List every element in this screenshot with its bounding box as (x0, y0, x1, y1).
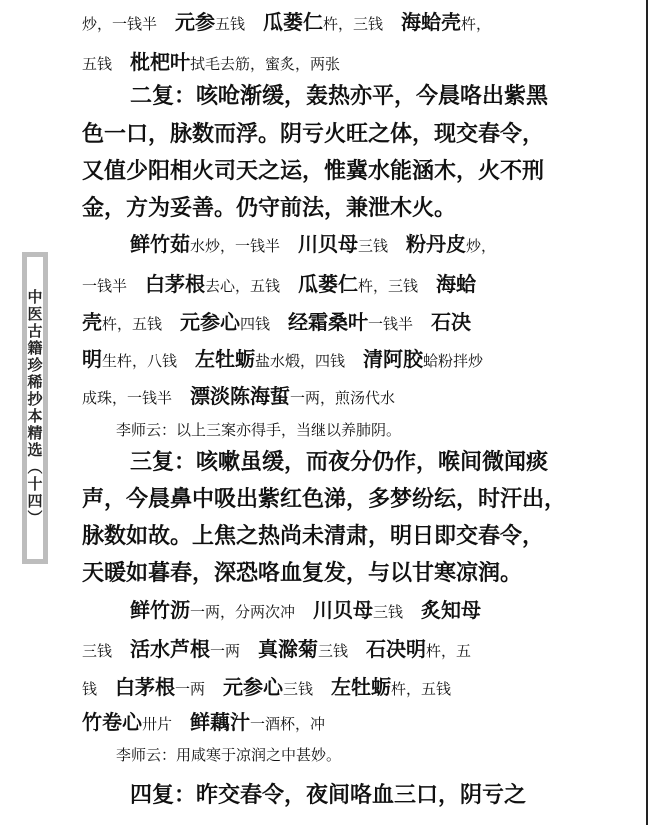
dosage-note: 钱 (82, 680, 98, 698)
case-text: 脉数如故。上焦之热尚未清肃，明日即交春令， (82, 524, 545, 549)
herb-name: 明 (82, 347, 102, 371)
case-text: 又值少阳相火司天之运，惟冀水能涵木，火不刑 (82, 159, 545, 184)
herb-name: 元参心 (180, 310, 241, 334)
dosage-note: 四钱 (240, 315, 271, 333)
commentary-line (116, 747, 341, 763)
book-series-label: 中医古籍珍稀抄本精选（十四） (25, 289, 44, 527)
case-text: 色一口，脉数而浮。阴亏火旺之体，现交春令， (82, 122, 545, 147)
dosage-note: 炒，一钱半 (82, 15, 158, 33)
book-series-tab (22, 252, 48, 564)
dosage-note: 一钱半 (368, 315, 414, 333)
text-line (82, 677, 451, 697)
text-line (82, 563, 522, 585)
dosage-note: 杵，五钱 (102, 315, 163, 333)
dosage-note: 炒， (466, 237, 497, 255)
dosage-note: 五钱 (82, 55, 113, 73)
text-line (82, 386, 395, 406)
dosage-note: 一钱半 (82, 277, 128, 295)
text-line (130, 785, 526, 807)
dosage-note: 三钱 (82, 642, 113, 660)
herb-name: 活水芦根 (130, 637, 211, 661)
herb-name: 白茅根 (145, 272, 206, 296)
dosage-note: 三钱 (373, 603, 404, 621)
dosage-note: 五钱 (215, 15, 246, 33)
text-line (82, 198, 456, 220)
dosage-note: 李师云：以上三案亦得手，当继以养肺阴。 (116, 421, 402, 439)
dosage-note: 三钱 (283, 680, 314, 698)
herb-name: 清阿胶 (363, 347, 424, 371)
case-text: 金，方为妥善。仍守前法，兼泄木火。 (82, 196, 457, 221)
text-line (82, 489, 566, 511)
herb-name: 真滁菊 (258, 637, 319, 661)
case-text: 四复：昨交春令，夜间咯血三口，阴亏之 (130, 783, 527, 808)
herb-name: 枇杷叶 (130, 50, 191, 74)
herb-name: 石决 (431, 310, 472, 334)
herb-name: 海蛤 (436, 272, 477, 296)
dosage-note: 一两 (210, 642, 241, 660)
herb-name: 鲜竹茹 (130, 232, 190, 256)
dosage-note: 李师云：用咸寒于凉润之中甚妙。 (116, 746, 342, 764)
page-edge-line (646, 0, 648, 825)
dosage-note: 去心，五钱 (205, 277, 281, 295)
text-line (82, 161, 544, 183)
dosage-note: 卅片 (142, 715, 173, 733)
herb-name: 竹卷心 (82, 710, 142, 734)
herb-name: 左牡蛎 (331, 675, 392, 699)
text-line (82, 312, 471, 332)
case-text: 天暖如暮春，深恐咯血复发，与以甘寒凉润。 (82, 561, 523, 586)
commentary-line (116, 422, 401, 438)
dosage-note: 杵，三钱 (358, 277, 419, 295)
dosage-note: 杵，五 (426, 642, 472, 660)
text-line (82, 526, 544, 548)
herb-name: 元参心 (223, 675, 284, 699)
dosage-note: 一酒杯，冲 (250, 715, 326, 733)
text-line (130, 86, 548, 108)
herb-name: 鲜藕汁 (190, 710, 251, 734)
text-line (130, 234, 496, 254)
dosage-note: 一两，分两次冲 (190, 603, 296, 621)
text-line (82, 124, 544, 146)
dosage-note: 蛤粉拌炒 (423, 352, 484, 370)
herb-name: 经霜桑叶 (288, 310, 369, 334)
herb-name: 川贝母 (313, 598, 374, 622)
dosage-note: 杵，三钱 (323, 15, 384, 33)
herb-name: 川贝母 (298, 232, 359, 256)
case-text: 二复：咳呛渐缓，轰热亦平，今晨咯出紫黑 (130, 84, 549, 109)
herb-name: 海蛤壳 (401, 10, 462, 34)
text-line (82, 12, 491, 32)
case-text: 三复：咳嗽虽缓，而夜分仍作，喉间微闻痰 (130, 450, 549, 475)
text-line (82, 712, 325, 732)
dosage-note: 生杵，八钱 (102, 352, 178, 370)
dosage-note: 杵，五钱 (391, 680, 452, 698)
herb-name: 瓜蒌仁 (298, 272, 359, 296)
herb-name: 左牡蛎 (195, 347, 256, 371)
herb-name: 瓜蒌仁 (263, 10, 324, 34)
text-line (130, 600, 481, 620)
herb-name: 粉丹皮 (406, 232, 467, 256)
dosage-note: 拭毛去筋，蜜炙，两张 (190, 55, 341, 73)
text-line (82, 274, 476, 294)
herb-name: 壳 (82, 310, 102, 334)
dosage-note: 成珠，一钱半 (82, 389, 173, 407)
text-line (82, 52, 340, 72)
dosage-note: 三钱 (358, 237, 389, 255)
dosage-note: 三钱 (318, 642, 349, 660)
text-line (82, 349, 483, 369)
dosage-note: 一两 (175, 680, 206, 698)
dosage-note: 盐水煅，四钱 (255, 352, 346, 370)
herb-name: 鲜竹沥 (130, 598, 190, 622)
herb-name: 漂淡陈海蜇 (190, 384, 291, 408)
herb-name: 炙知母 (421, 598, 482, 622)
dosage-note: 杵， (461, 15, 492, 33)
dosage-note: 一两，煎汤代水 (290, 389, 396, 407)
herb-name: 元参 (175, 10, 216, 34)
text-line (130, 452, 548, 474)
dosage-note: 水炒，一钱半 (190, 237, 281, 255)
case-text: 声，今晨鼻中吸出紫红色涕，多梦纷纭，时汗出， (82, 487, 567, 512)
herb-name: 白茅根 (115, 675, 176, 699)
herb-name: 石决明 (366, 637, 427, 661)
text-line (82, 639, 471, 659)
